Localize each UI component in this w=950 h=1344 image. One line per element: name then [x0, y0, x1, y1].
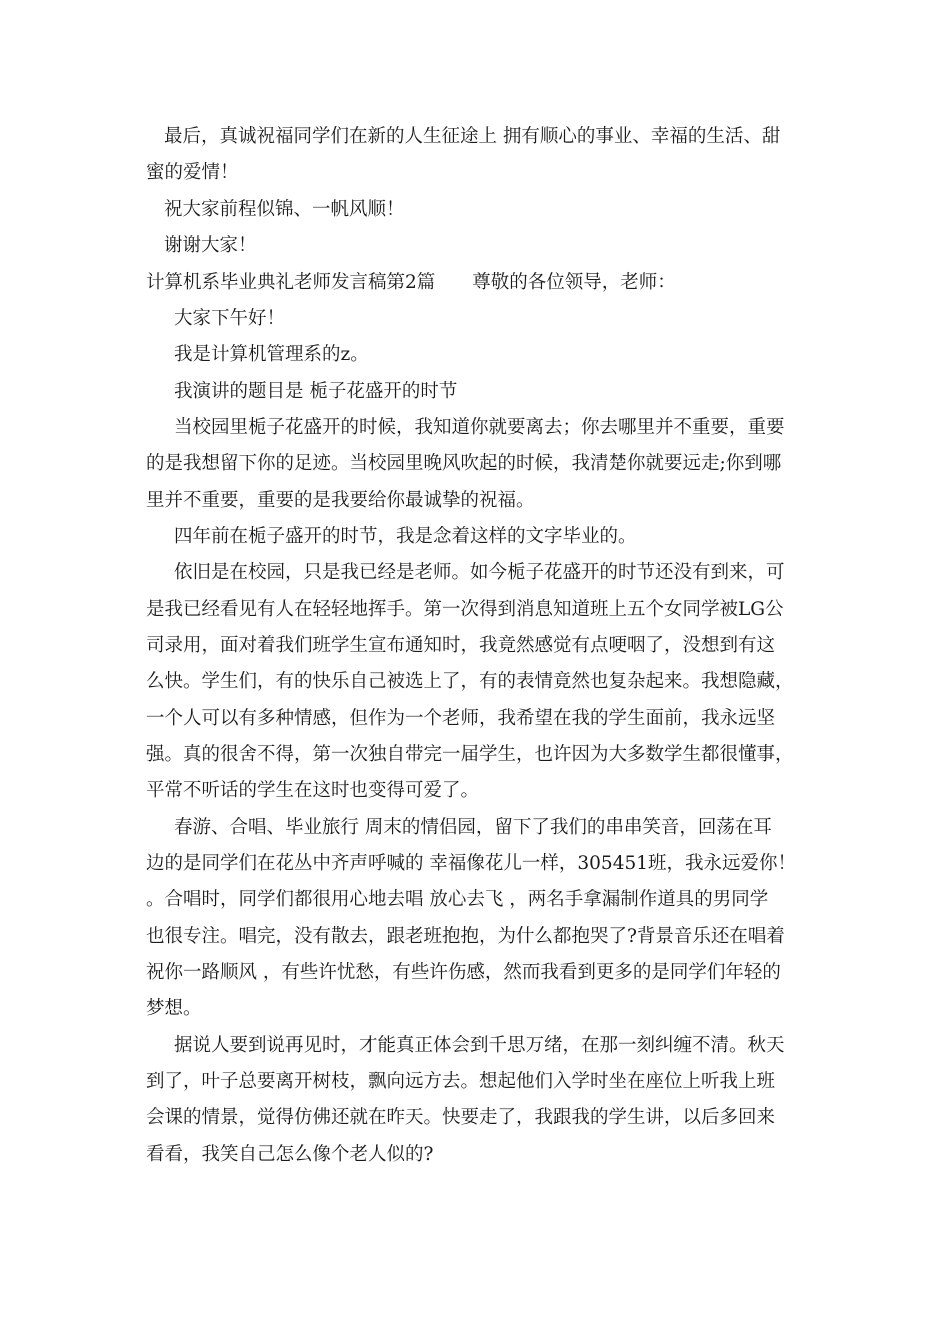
text-line: 也很专注。唱完，没有散去，跟老班抱抱，为什么都抱哭了?背景音乐还在唱着 — [146, 926, 785, 947]
text-line: 么快。学生们，有的快乐自己被选上了，有的表情竟然也复杂起来。我想隐藏， — [146, 671, 794, 692]
text-line: 蜜的爱情！ — [146, 162, 239, 183]
text-line: 看看，我笑自己怎么像个老人似的? — [146, 1144, 434, 1165]
text-line: 祝你一路顺风 ，有些许忧愁，有些许伤感，然而我看到更多的是同学们年轻的 — [146, 962, 781, 983]
text-line: 到了，叶子总要离开树枝，飘向远方去。想起他们入学时坐在座位上听我上班 — [146, 1071, 776, 1092]
text-line: 谢谢大家！ — [164, 235, 257, 256]
text-line: 强。真的很舍不得，第一次独自带完一届学生，也许因为大多数学生都很懂事， — [146, 744, 794, 765]
text-line: 计算机系毕业典礼老师发言稿第2篇 尊敬的各位领导，老师： — [146, 272, 676, 293]
text-line: 里并不重要，重要的是我要给你最诚挚的祝福。 — [146, 490, 535, 511]
text-line: 的是我想留下你的足迹。当校园里晚风吹起的时候，我清楚你就要远走;你到哪 — [146, 453, 782, 474]
text-line: 一个人可以有多种情感，但作为一个老师，我希望在我的学生面前，我永远坚 — [146, 708, 776, 729]
text-line: 是我已经看见有人在轻轻地挥手。第一次得到消息知道班上五个女同学被LG公 — [146, 599, 784, 620]
text-line: 最后，真诚祝福同学们在新的人生征途上 拥有顺心的事业、幸福的生活、甜 — [164, 126, 781, 147]
text-line: 梦想。 — [146, 998, 202, 1019]
text-line: 我演讲的题目是 栀子花盛开的时节 — [174, 381, 458, 402]
text-line: 当校园里栀子花盛开的时候，我知道你就要离去；你去哪里并不重要，重要 — [174, 417, 785, 438]
text-line: 边的是同学们在花丛中齐声呼喊的 幸福像花儿一样，305451班，我永远爱你！ — [146, 853, 797, 874]
text-line: 会课的情景，觉得仿佛还就在昨天。快要走了，我跟我的学生讲，以后多回来 — [146, 1107, 776, 1128]
text-line: 我是计算机管理系的z。 — [174, 344, 369, 365]
text-line: 司录用，面对着我们班学生宣布通知时，我竟然感觉有点哽咽了，没想到有这 — [146, 635, 776, 656]
text-line: 依旧是在校园，只是我已经是老师。如今栀子花盛开的时节还没有到来，可 — [174, 562, 785, 583]
text-line: 祝大家前程似锦、一帆风顺！ — [164, 199, 405, 220]
text-line: 平常不听话的学生在这时也变得可爱了。 — [146, 780, 480, 801]
text-line: 四年前在栀子盛开的时节，我是念着这样的文字毕业的。 — [174, 526, 637, 547]
text-line: 大家下午好！ — [174, 308, 286, 329]
text-line: 据说人要到说再见时，才能真正体会到千思万绪，在那一刻纠缠不清。秋天 — [174, 1035, 785, 1056]
text-line: 春游、合唱、毕业旅行 周末的情侣园，留下了我们的串串笑音，回荡在耳 — [174, 817, 772, 838]
text-line: 。合唱时，同学们都很用心地去唱 放心去飞 ，两名手拿漏制作道具的男同学 — [146, 889, 769, 910]
